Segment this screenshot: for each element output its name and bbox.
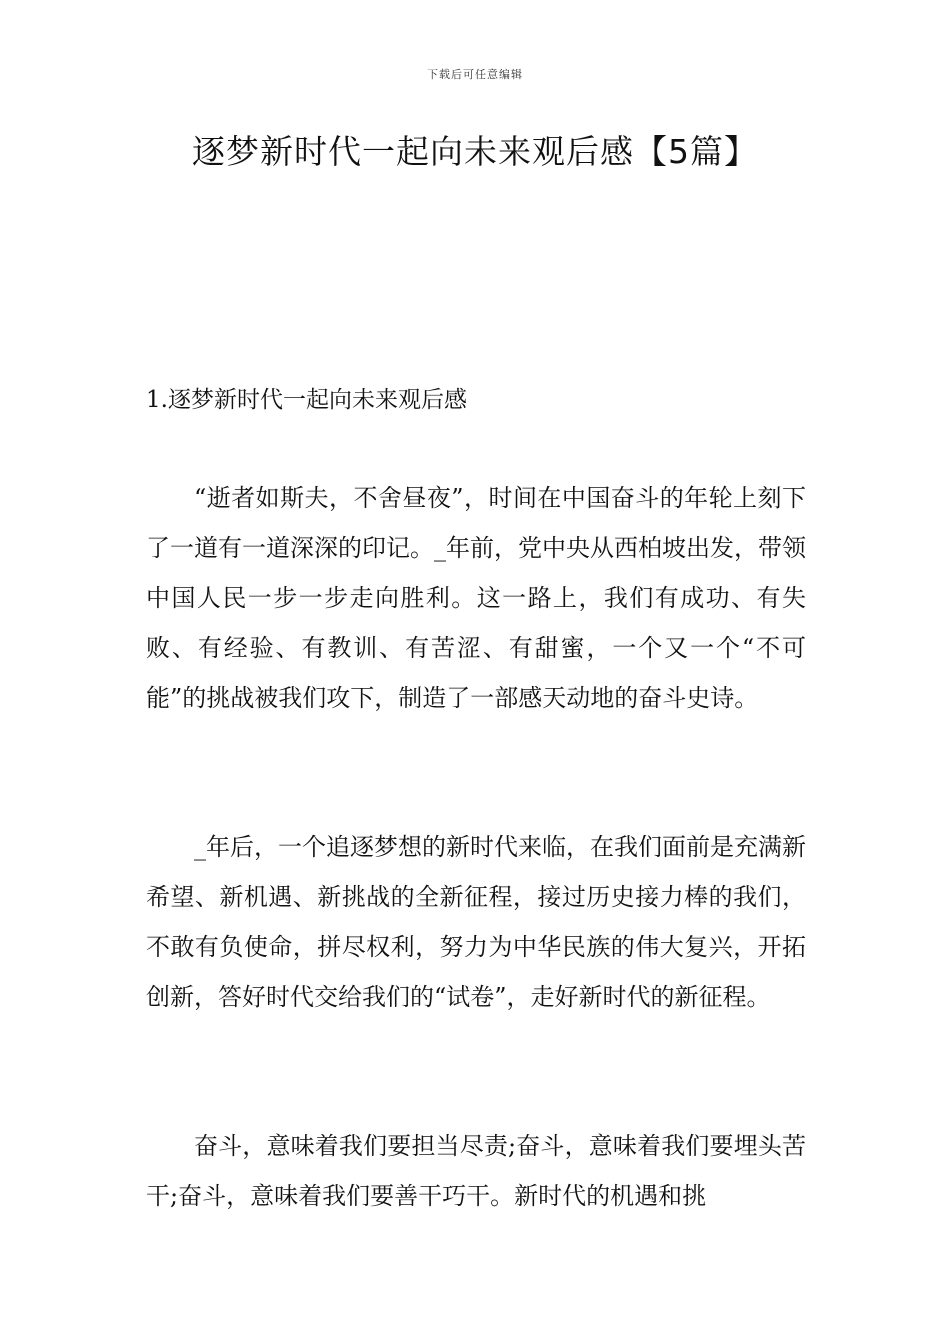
document-title: 逐梦新时代一起向未来观后感【5篇】 — [192, 132, 758, 171]
paragraph: 奋斗，意味着我们要担当尽责;奋斗，意味着我们要埋头苦干;奋斗，意味着我们要善干巧干。新时代的机遇和挑 — [146, 1132, 806, 1210]
paragraph: _年后，一个追逐梦想的新时代来临，在我们面前是充满新希望、新机遇、新挑战的全新征程，接过历史接力棒的我们，不敢有负使命，拼尽权利，努力为中华民族的伟大复兴，开拓创新，答好时代交给我们的“试卷”，走好新时代的新征程。 — [146, 833, 806, 1011]
paragraph: “逝者如斯夫，不舍昼夜”，时间在中国奋斗的年轮上刻下了一道有一道深深的印记。_年前，党中央从西柏坡出发，带领中国人民一步一步走向胜利。这一路上，我们有成功、有失败、有经验、有教训、有苦涩、有甜蜜，一个又一个“不可能”的挑战被我们攻下，制造了一部感天动地的奋斗史诗。 — [146, 484, 806, 712]
header-note: 下载后可任意编辑 — [427, 68, 523, 81]
section-heading: 1.逐梦新时代一起向未来观后感 — [146, 387, 467, 413]
